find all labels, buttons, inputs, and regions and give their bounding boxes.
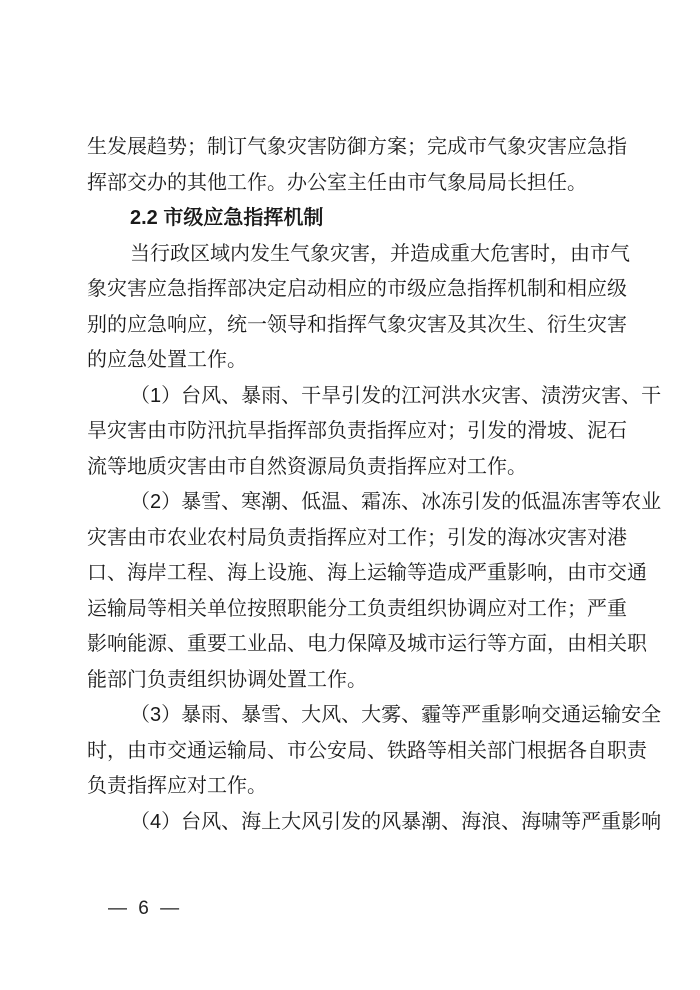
body-line: 流等地质灾害由市自然资源局负责指挥应对工作。: [87, 455, 527, 478]
body-line: 旱灾害由市防汛抗旱指挥部负责指挥应对；引发的滑坡、泥石: [87, 420, 627, 442]
body-line: 灾害由市农业农村局负责指挥应对工作；引发的海冰灾害对港: [87, 526, 627, 549]
body-line: 的应急处置工作。: [87, 349, 247, 371]
body-line: 影响能源、重要工业品、电力保障及城市运行等方面，由相关职: [87, 633, 647, 655]
body-line: 象灾害应急指挥部决定启动相应的市级应急指挥机制和相应级: [87, 278, 627, 300]
body-line: 能部门负责组织协调处置工作。: [87, 668, 367, 691]
body-line: 别的应急响应，统一领导和指挥气象灾害及其次生、衍生灾害: [87, 313, 627, 336]
body-line: 当行政区域内发生气象灾害，并造成重大危害时，由市气: [130, 242, 630, 265]
body-line: 负责指挥应对工作。: [87, 775, 267, 797]
body-line: 生发展趋势；制订气象灾害防御方案；完成市气象灾害应急指: [87, 136, 627, 158]
body-line: 挥部交办的其他工作。办公室主任由市气象局局长担任。: [87, 171, 587, 194]
body-line-item-1: （1）台风、暴雨、干旱引发的江河洪水灾害、渍涝灾害、干: [130, 384, 662, 407]
section-heading-2-2: 2.2 市级应急指挥机制: [130, 207, 324, 229]
body-line: 口、海岸工程、海上设施、海上运输等造成严重影响，由市交通: [87, 562, 647, 584]
page-number: — 6 —: [108, 898, 183, 919]
body-line-item-2: （2）暴雪、寒潮、低温、霜冻、冰冻引发的低温冻害等农业: [130, 491, 662, 513]
body-line: 运输局等相关单位按照职能分工负责组织协调应对工作；严重: [87, 597, 627, 620]
body-line-item-3: （3）暴雨、暴雪、大风、大雾、霾等严重影响交通运输安全: [130, 704, 662, 726]
document-body: [87, 130, 662, 840]
body-line: 时，由市交通运输局、市公安局、铁路等相关部门根据各自职责: [87, 739, 647, 762]
body-line-item-4: （4）台风、海上大风引发的风暴潮、海浪、海啸等严重影响: [130, 810, 662, 833]
